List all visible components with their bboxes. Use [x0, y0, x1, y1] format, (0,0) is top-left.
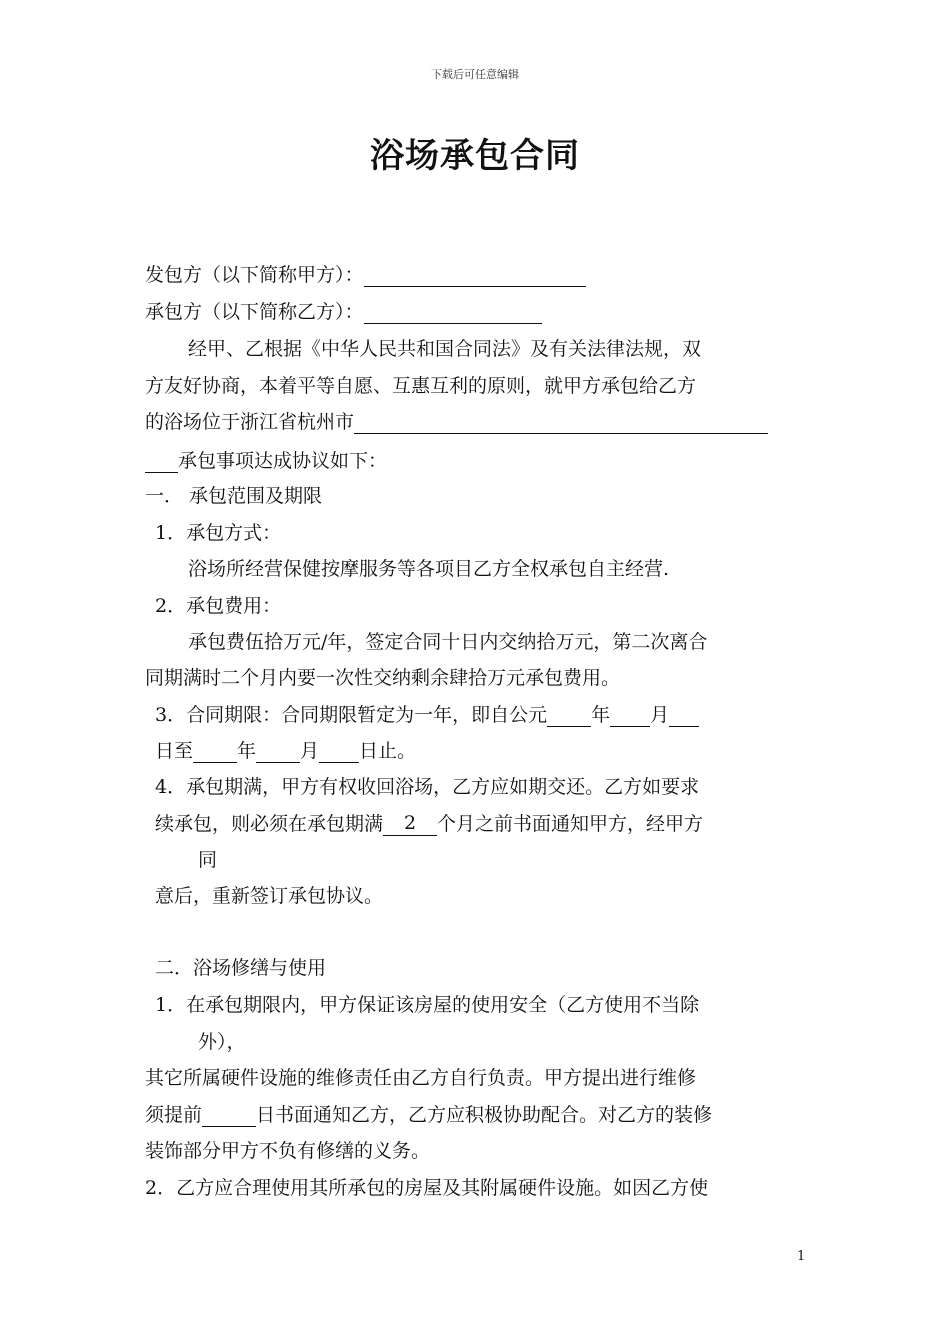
end-year-label: 年	[237, 740, 257, 762]
party-a-label: 发包方（以下简称甲方）：	[145, 264, 364, 286]
page-header: 下载后可任意编辑	[431, 68, 519, 81]
page-number: 1	[797, 1249, 806, 1264]
end-year-blank	[193, 762, 237, 763]
renewal-text: 续承包，则必须在承包期满	[155, 813, 384, 835]
item-2-1-line-1: 1．在承包期限内，甲方保证该房屋的使用安全（乙方使用不当除	[155, 994, 700, 1016]
day-blank	[669, 726, 699, 727]
party-a-line	[145, 263, 586, 287]
end-day-blank	[319, 762, 359, 763]
item-2-1-line-4	[145, 1103, 712, 1127]
end-month-label: 月	[300, 740, 320, 762]
location-blank-2	[145, 452, 178, 473]
item-1-4-line-3: 同	[198, 849, 218, 871]
party-b-label: 承包方（以下简称乙方）：	[145, 301, 364, 323]
item-1-4-line-1: 4．承包期满，甲方有权收回浴场，乙方应如期交还。乙方如要求	[155, 776, 700, 798]
section-2-title: 二．浴场修缮与使用	[155, 957, 327, 979]
term-to: 日至	[155, 740, 194, 762]
item-1-4-line-4: 意后，重新签订承包协议。	[155, 885, 384, 907]
document-title: 浴场承包合同	[370, 136, 580, 176]
party-b-blank	[364, 303, 542, 324]
item-1-3-line-2	[155, 739, 416, 763]
notice-text-2: 日书面通知乙方，乙方应积极协助配合。对乙方的装修	[256, 1104, 713, 1126]
intro-location: 的浴场位于浙江省杭州市	[145, 411, 355, 433]
item-1-3-line-1	[155, 703, 699, 727]
month-label: 月	[650, 704, 670, 726]
term-text: 3．合同期限：合同期限暂定为一年，即自公元	[155, 704, 548, 726]
party-b-line	[145, 300, 542, 324]
year-blank	[547, 726, 591, 727]
notice-text: 须提前	[145, 1104, 203, 1126]
notice-months: 2	[383, 811, 437, 836]
item-1-1-text: 浴场所经营保健按摩服务等各项目乙方全权承包自主经营.	[188, 558, 670, 580]
location-blank	[354, 413, 768, 434]
item-1-2-label: 2．承包费用：	[155, 595, 282, 617]
renewal-text-2: 个月之前书面通知甲方，经甲方	[437, 813, 704, 835]
end-day-label: 日止。	[359, 740, 417, 762]
month-blank	[610, 726, 650, 727]
item-1-1-label: 1．承包方式：	[155, 522, 282, 544]
intro-line-1: 经甲、乙根据《中华人民共和国合同法》及有关法律法规，双	[188, 338, 702, 360]
item-1-4-line-2	[155, 811, 703, 836]
section-1-title: 一． 承包范围及期限	[145, 485, 323, 507]
item-2-1-line-2: 外），	[198, 1031, 246, 1053]
notice-days-blank	[202, 1106, 256, 1127]
item-2-1-line-5: 装饰部分甲方不负有修缮的义务。	[145, 1140, 431, 1162]
item-1-2-line-2: 同期满时二个月内要一次性交纳剩余肆拾万元承包费用。	[145, 667, 621, 689]
item-2-1-line-3: 其它所属硬件设施的维修责任由乙方自行负责。甲方提出进行维修	[145, 1067, 697, 1089]
item-1-2-line-1: 承包费伍拾万元/年，签定合同十日内交纳拾万元，第二次离合	[188, 631, 708, 653]
end-month-blank	[256, 762, 300, 763]
intro-agreement: 承包事项达成协议如下：	[178, 450, 388, 472]
item-2-2-line-1: 2．乙方应合理使用其所承包的房屋及其附属硬件设施。如因乙方使	[145, 1177, 709, 1199]
intro-line-4	[145, 449, 387, 473]
intro-line-3	[145, 410, 768, 434]
party-a-blank	[364, 266, 586, 287]
intro-line-2: 方友好协商，本着平等自愿、互惠互利的原则，就甲方承包给乙方	[145, 375, 697, 397]
year-label: 年	[591, 704, 611, 726]
